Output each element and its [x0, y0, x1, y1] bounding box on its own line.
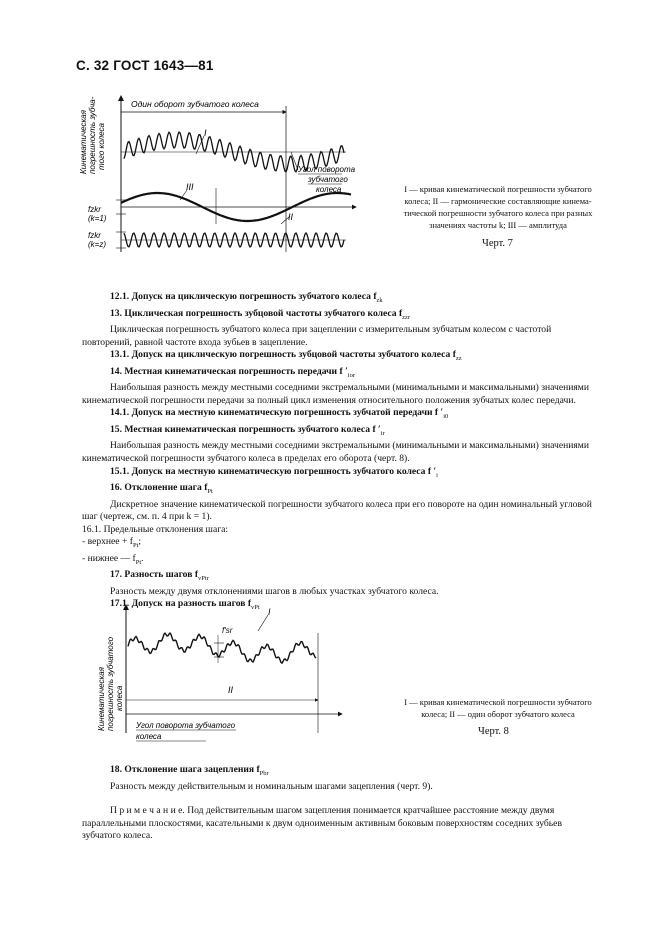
body-text-span: 16. Отклонение шага f [110, 482, 208, 494]
body-text-span: 13.1. Допуск на циклическую погрешность зубцовой частоты зубчатого колеса f [110, 349, 456, 361]
body-heading [82, 407, 602, 424]
body-heading [82, 308, 602, 325]
body-text [82, 291, 602, 615]
body-subscript: zk [376, 296, 383, 304]
body-text-span: Дискретное значение кинематической погрешности зубчатого колеса при его повороте на один номинальный угловой шаг (чертеж, см. п. 4 при k = 1). [82, 498, 592, 523]
fig7-label-i: I [204, 128, 207, 138]
body-text-span: 16.1. Предельные отклонения шага: [82, 523, 229, 535]
body-plain [82, 524, 602, 537]
body-text-span: - верхнее + f [82, 536, 133, 548]
body-subscript: i [436, 471, 438, 479]
body-subscript: Pt [207, 487, 213, 495]
fig7-chert: Черт. 7 [482, 238, 513, 249]
fig8-chert: Черт. 8 [478, 726, 509, 737]
body-subscript: Pt [132, 542, 139, 550]
fig7-label-ii: II [288, 212, 294, 222]
body-heading [82, 466, 602, 483]
body-heading [82, 424, 602, 441]
heading-18: 18. Отклонение шага зацепления f [110, 764, 260, 775]
body-heading [82, 366, 602, 383]
fig7-sym2-a: fzkr [88, 231, 101, 240]
heading-18-sub: Pbr [259, 769, 269, 777]
fig7-ylabel-3: того колеса [97, 123, 106, 170]
fig8-label-i: I [268, 607, 271, 617]
body-subscript: ir [380, 429, 385, 437]
body-subscript: zzr [402, 313, 411, 321]
body-para [82, 499, 602, 524]
figure-8-diagram [96, 603, 346, 743]
note-text: Под действительным шагом зацепления понимается кратчайшее расстояние между двумя параллельными плоскостями, касательными к двум одноименным активным боковым поверхностям соседних зубьев зубчатого колеса. [82, 805, 562, 842]
body-text-span: 14.1. Допуск на местную кинематическую погрешность зубчатой передачи f ′ [110, 407, 444, 419]
fig8-curve-i [128, 633, 316, 663]
fig7-top-label: Один оборот зубчатого колеса [131, 99, 259, 109]
fig7-angle-label-1: Угол поворота [298, 165, 356, 174]
page-header: С. 32 ГОСТ 1643—81 [76, 58, 214, 73]
body-para [82, 586, 602, 599]
body-text-span: Разность между двумя отклонениями шагов в любых участках зубчатого колеса. [110, 585, 439, 597]
body-text-span: Наибольшая разность между местными соседними экстремальными (минимальными и максимальными) значениями кинематической погрешности передачи за полный цикл изменения относительного положения зубчатых колес передачи. [82, 382, 590, 406]
body-subscript: i0 [443, 413, 449, 421]
fig7-angle-label-2: зубчатого [308, 175, 348, 184]
note-label: П р и м е ч а н и е. [110, 805, 185, 817]
figure-7-diagram [76, 92, 366, 257]
fig8-ylabel-2: погрешность зубчатого [106, 636, 115, 731]
body-subscript: vPtr [198, 575, 209, 583]
body-text-span: 13. Циклическая погрешность зубцовой частоты зубчатого колеса f [110, 307, 403, 319]
body-text-span: Циклическая погрешность зубчатого колеса при зацеплении с измерительным зубчатым колесом с частотой повторений, равной частоте входа зубьев в зацепление. [82, 324, 552, 348]
fig7-caption-line: колеса; II — гармонические составляющие кинема- [404, 196, 592, 206]
body-subscript: vPt [251, 604, 260, 612]
fig8-label-ii: II [228, 685, 234, 695]
fig7-sym2-b: (k=z) [88, 240, 106, 249]
bottom-text [82, 764, 602, 843]
body-plain [82, 553, 602, 570]
body-text-span: 12.1. Допуск на циклическую погрешность зубчатого колеса f [110, 291, 377, 302]
fig7-sym1-b: (k=1) [88, 214, 107, 223]
body-text-span: 15.1. Допуск на местную кинематическую погрешность зубчатого колеса f ′ [110, 465, 437, 477]
body-heading [82, 291, 602, 308]
fig8-angle-label-1: Угол поворота зубчатого [136, 721, 236, 730]
body-para [82, 382, 602, 407]
body-tail: ; [138, 536, 142, 548]
body-para [82, 440, 602, 465]
body-text-span: - нижнее — f [82, 552, 136, 564]
body-tail: . [141, 552, 144, 564]
fig7-angle-label-3: колеса [316, 185, 342, 194]
fig7-label-iii: III [186, 182, 194, 192]
fig7-ylabel-1: Кинематическая [79, 110, 88, 174]
fig7-caption [383, 183, 613, 231]
fig8-caption-line: колеса; II — один оборот зубчатого колеса [421, 709, 575, 719]
body-text-span: 17.1. Допуск на разность шагов f [110, 598, 252, 610]
fig7-caption-line: I — кривая кинематической погрешности зубчатого [404, 184, 592, 194]
fig7-caption-line: тической погрешности зубчатого колеса при разных [403, 208, 593, 218]
body-text-span: 14. Местная кинематическая погрешность передачи f ′ [110, 365, 348, 377]
body-para [82, 324, 602, 349]
fig8-angle-label-2: колеса [136, 732, 162, 741]
body-text-span: 17. Разность шагов f [110, 569, 199, 581]
fig8-caption [380, 696, 616, 720]
fig8-ylabel-1: Кинематическая [97, 667, 106, 731]
fig7-ylabel-2: погрешность зубча- [88, 96, 97, 174]
fig8-caption-line: I — кривая кинематической погрешности зубчатого [404, 697, 592, 707]
body-text-span: Наибольшая разность между местными соседними экстремальными (минимальными и максимальными) значениями кинематической погрешности зубчатого колеса в пределах его оборота (черт. 8). [82, 440, 590, 464]
body-heading [82, 482, 602, 499]
fig7-caption-line: значениях частоты k; III — амплитуда [429, 220, 567, 230]
body-text-span: 15. Местная кинематическая погрешность зубчатого колеса f ′ [110, 423, 381, 435]
para-18: Разность между действительным и номинальным шагами зацепления (черт. 9). [110, 780, 433, 792]
body-subscript: Pt [135, 558, 142, 566]
body-heading [82, 569, 602, 586]
body-subscript: zz [455, 355, 462, 363]
fig7-sym1-a: fzkr [88, 205, 101, 214]
body-plain [82, 536, 602, 553]
fig8-ylabel-3: колеса [115, 685, 124, 711]
fig8-label-fsr: f′sr [222, 626, 233, 635]
body-subscript: ior [347, 371, 356, 379]
body-heading [82, 349, 602, 366]
